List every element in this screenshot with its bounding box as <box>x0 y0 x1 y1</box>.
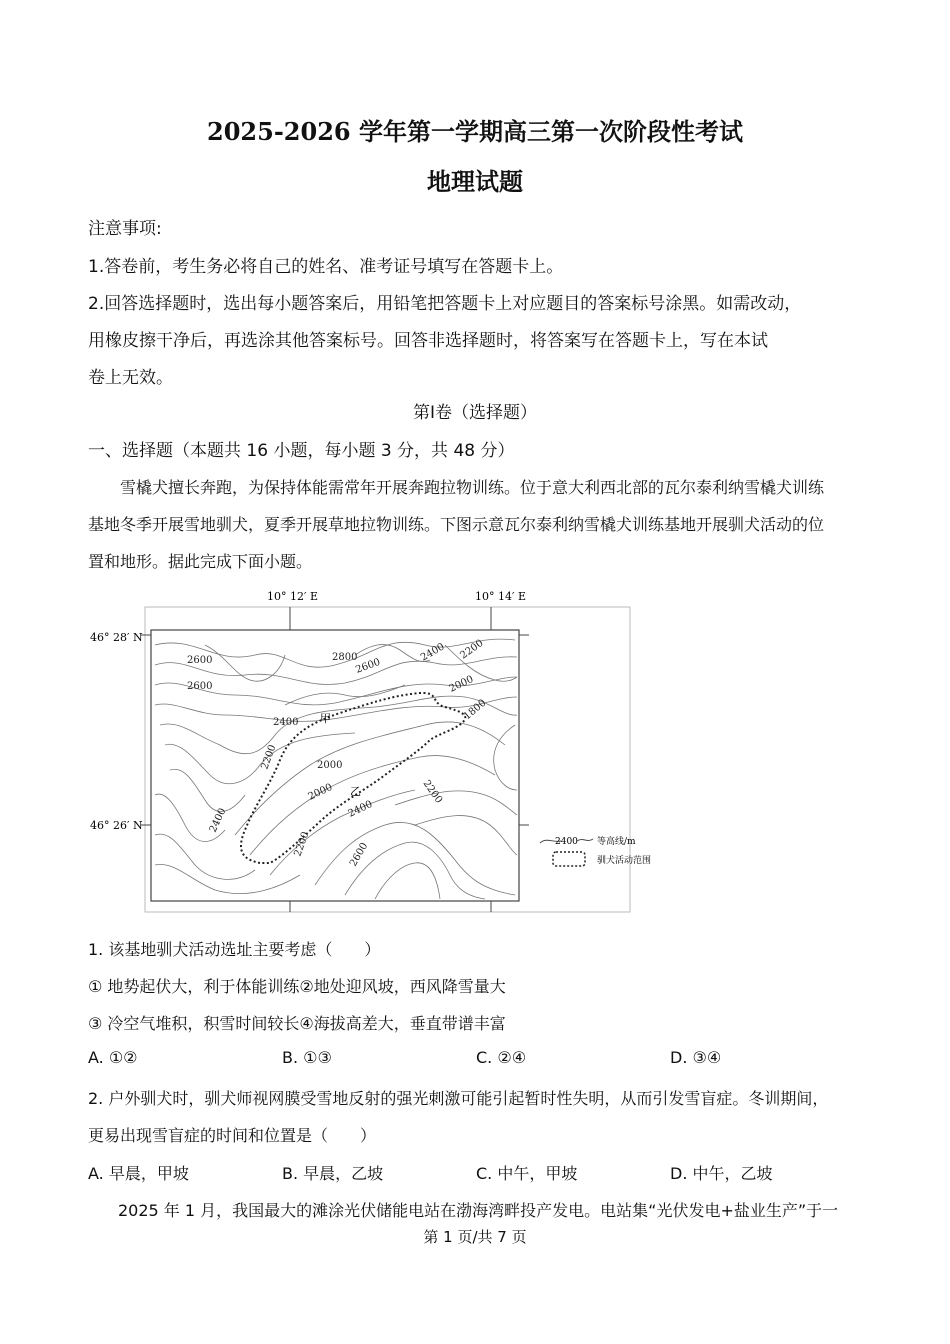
contour-label: 1800 <box>461 697 489 723</box>
passage-1-line-3: 置和地形。据此完成下面小题。 <box>88 552 313 571</box>
question-1-option-b[interactable]: B. ①③ <box>282 1048 332 1067</box>
question-1-option-a[interactable]: A. ①② <box>88 1048 138 1067</box>
lon-label-1: 10° 12′ E <box>267 590 319 603</box>
question-2-option-a[interactable]: A. 早晨，甲坡 <box>88 1164 189 1183</box>
question-1-statement-1: ① 地势起伏大，利于体能训练②地处迎风坡，西风降雪量大 <box>88 977 506 996</box>
contour-label: 2400 <box>346 798 375 820</box>
volume-heading: 第Ⅰ卷（选择题） <box>412 403 537 423</box>
question-2-option-b[interactable]: B. 早晨，乙坡 <box>282 1164 384 1183</box>
legend-area-text: 驯犬活动范围 <box>597 856 652 866</box>
passage-1-line-2: 基地冬季开展雪地驯犬，夏季开展草地拉物训练。下图示意瓦尔泰利纳雪橇犬训练基地开展驯犬活动的位 <box>88 515 825 534</box>
lat-label-2: 46° 26′ N <box>90 819 143 832</box>
topographic-map <box>85 585 695 915</box>
notice-item-1: 1.答卷前，考生务必将自己的姓名、准考证号填写在答题卡上。 <box>88 257 564 277</box>
contour-label: 2600 <box>348 840 371 869</box>
legend-contour-value: 2400 <box>555 837 578 847</box>
subject-title: 地理试题 <box>427 167 523 196</box>
contour-label: 2600 <box>187 655 213 666</box>
question-1-statement-2: ③ 冷空气堆积，积雪时间较长④海拔高差大，垂直带谱丰富 <box>88 1014 506 1033</box>
contour-label: 2200 <box>259 743 279 772</box>
contour-label: 2000 <box>447 673 476 695</box>
question-2-option-c[interactable]: C. 中午，甲坡 <box>476 1164 578 1183</box>
question-1-option-c[interactable]: C. ②④ <box>476 1048 527 1067</box>
map-outer-frame <box>145 607 630 912</box>
lon-label-2: 10° 14′ E <box>475 590 527 603</box>
point-yi-label: 乙 <box>350 785 361 798</box>
contour-label: 2000 <box>306 781 335 803</box>
notice-item-2-line-2: 用橡皮擦干净后，再选涂其他答案标号。回答非选择题时，将答案写在答题卡上，写在本试 <box>88 331 768 351</box>
contour-label: 2800 <box>332 652 358 663</box>
legend-contour-tail <box>577 839 593 841</box>
page-footer: 第 1 页/共 7 页 <box>423 1228 527 1246</box>
contour-label: 2400 <box>207 806 229 835</box>
point-jia-label: 甲 <box>320 712 331 725</box>
notice-item-2-line-3: 卷上无效。 <box>88 368 173 388</box>
passage-2-line-1: 2025 年 1 月，我国最大的滩涂光伏储能电站在渤海湾畔投产发电。电站集“光伏发电+盐业生产”于一 <box>118 1201 839 1220</box>
contour-label: 2000 <box>317 760 343 771</box>
contour-label: 2600 <box>354 656 382 676</box>
contour-label: 2400 <box>273 717 299 728</box>
passage-1-line-1: 雪橇犬擅长奔跑，为保持体能需常年开展奔跑拉物训练。位于意大利西北部的瓦尔泰利纳雪橇犬训练 <box>120 478 825 497</box>
contour-label: 2600 <box>187 681 213 692</box>
exam-title: 2025-2026 学年第一学期高三第一次阶段性考试 <box>207 117 743 146</box>
contour-label: 2200 <box>420 778 445 806</box>
question-2-option-d[interactable]: D. 中午，乙坡 <box>670 1164 773 1183</box>
contour-label: 2400 <box>419 641 447 664</box>
question-1-stem: 1. 该基地驯犬活动选址主要考虑（ ） <box>88 940 381 959</box>
contour-label: 2200 <box>292 830 312 859</box>
question-1-option-d[interactable]: D. ③④ <box>670 1048 722 1067</box>
legend-area-symbol <box>553 852 585 866</box>
notice-item-2-line-1: 2.回答选择题时，选出每小题答案后，用铅笔把答题卡上对应题目的答案标号涂黑。如需改动， <box>88 294 802 314</box>
question-2-stem-line-2: 更易出现雪盲症的时间和位置是（ ） <box>88 1126 377 1145</box>
lat-label-1: 46° 28′ N <box>90 631 143 644</box>
question-2-stem-line-1: 2. 户外驯犬时，驯犬师视网膜受雪地反射的强光刺激可能引起暂时性失明，从而引发雪盲症。冬训期间， <box>88 1089 829 1108</box>
legend-contour-text: 等高线/m <box>597 837 636 847</box>
contour-label: 2200 <box>458 637 486 662</box>
part-heading: 一、选择题（本题共 16 小题，每小题 3 分，共 48 分） <box>88 441 515 461</box>
notice-heading: 注意事项: <box>88 219 162 239</box>
